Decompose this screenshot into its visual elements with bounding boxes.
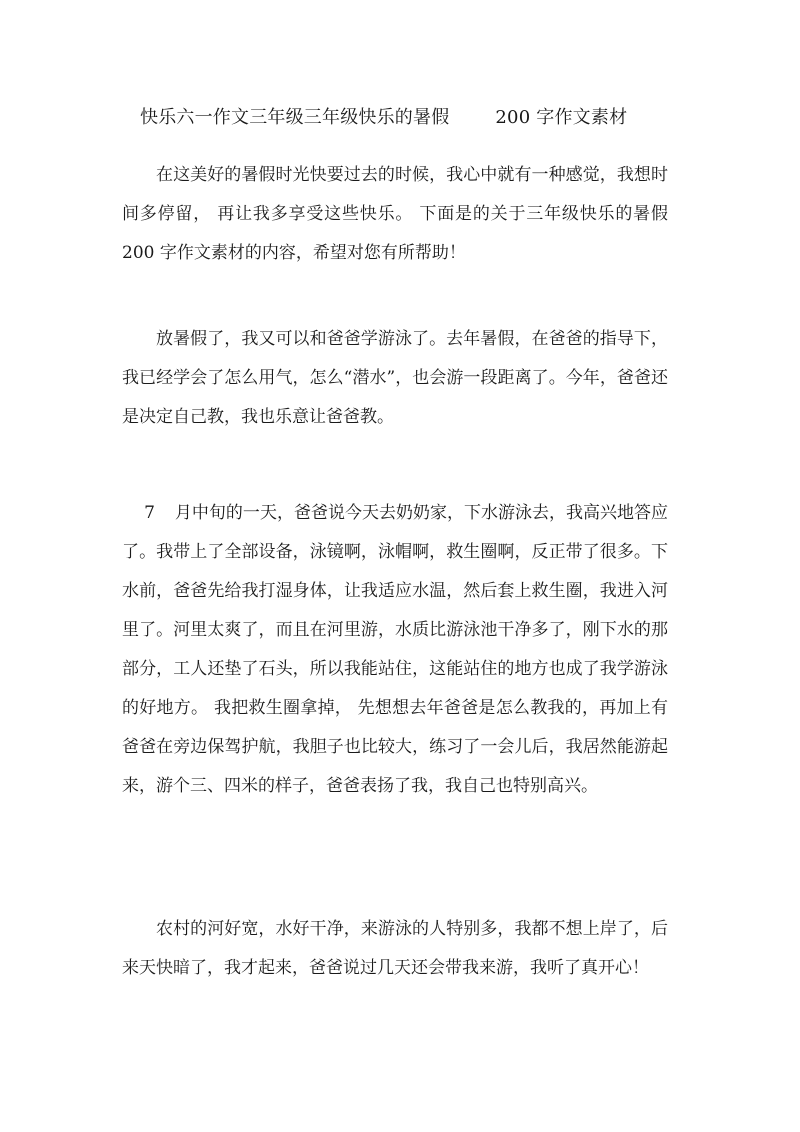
- paragraph-rural-river: 农村的河好宽，水好干净，来游泳的人特别多，我都不想上岸了，后来天快暗了，我才起来，爸爸说过几天还会带我来游，我听了真开心！: [122, 919, 668, 978]
- paragraph-july-body: 月中旬的一天，爸爸说今天去奶奶家，下水游泳去，我高兴地答应了。我带上了全部设备，泳镜啊，泳帽啊，救生圈啊，反正带了很多。下水前，爸爸先给我打湿身体，让我适应水温，然后套上救生圈，我进入河里了。河里太爽了，而且在河里游，水质比游泳池干净多了，刚下水的那部分，工人还垫了石头，所以我能站住，这能站住的地方也成了我学游泳的好地方。 我把救生圈拿掉， 先想想去年爸爸是怎么教我的，再加上有爸爸在旁边保驾护航，我胆子也比较大，练习了一会儿后，我居然能游起来，游个三、四米的样子，爸爸表扬了我，我自己也特别高兴。: [122, 503, 668, 796]
- paragraph-july: [122, 494, 668, 806]
- title-number: 200 字作文素材: [495, 107, 628, 128]
- document-title: [140, 104, 680, 132]
- paragraph-july-number: 7: [144, 503, 155, 523]
- paragraph-intro: 在这美好的暑假时光快要过去的时候，我心中就有一种感觉，我想时间多停留， 再让我多享受这些快乐。 下面是的关于三年级快乐的暑假 200 字作文素材的内容，希望对您有所帮助！: [122, 165, 668, 263]
- paragraph-swim-last-year: 放暑假了，我又可以和爸爸学游泳了。去年暑假，在爸爸的指导下，我已经学会了怎么用气，怎么“潜水”，也会游一段距离了。今年，爸爸还是决定自己教，我也乐意让爸爸教。: [122, 329, 668, 427]
- title-text: 快乐六一作文三年级三年级快乐的暑假: [140, 107, 450, 128]
